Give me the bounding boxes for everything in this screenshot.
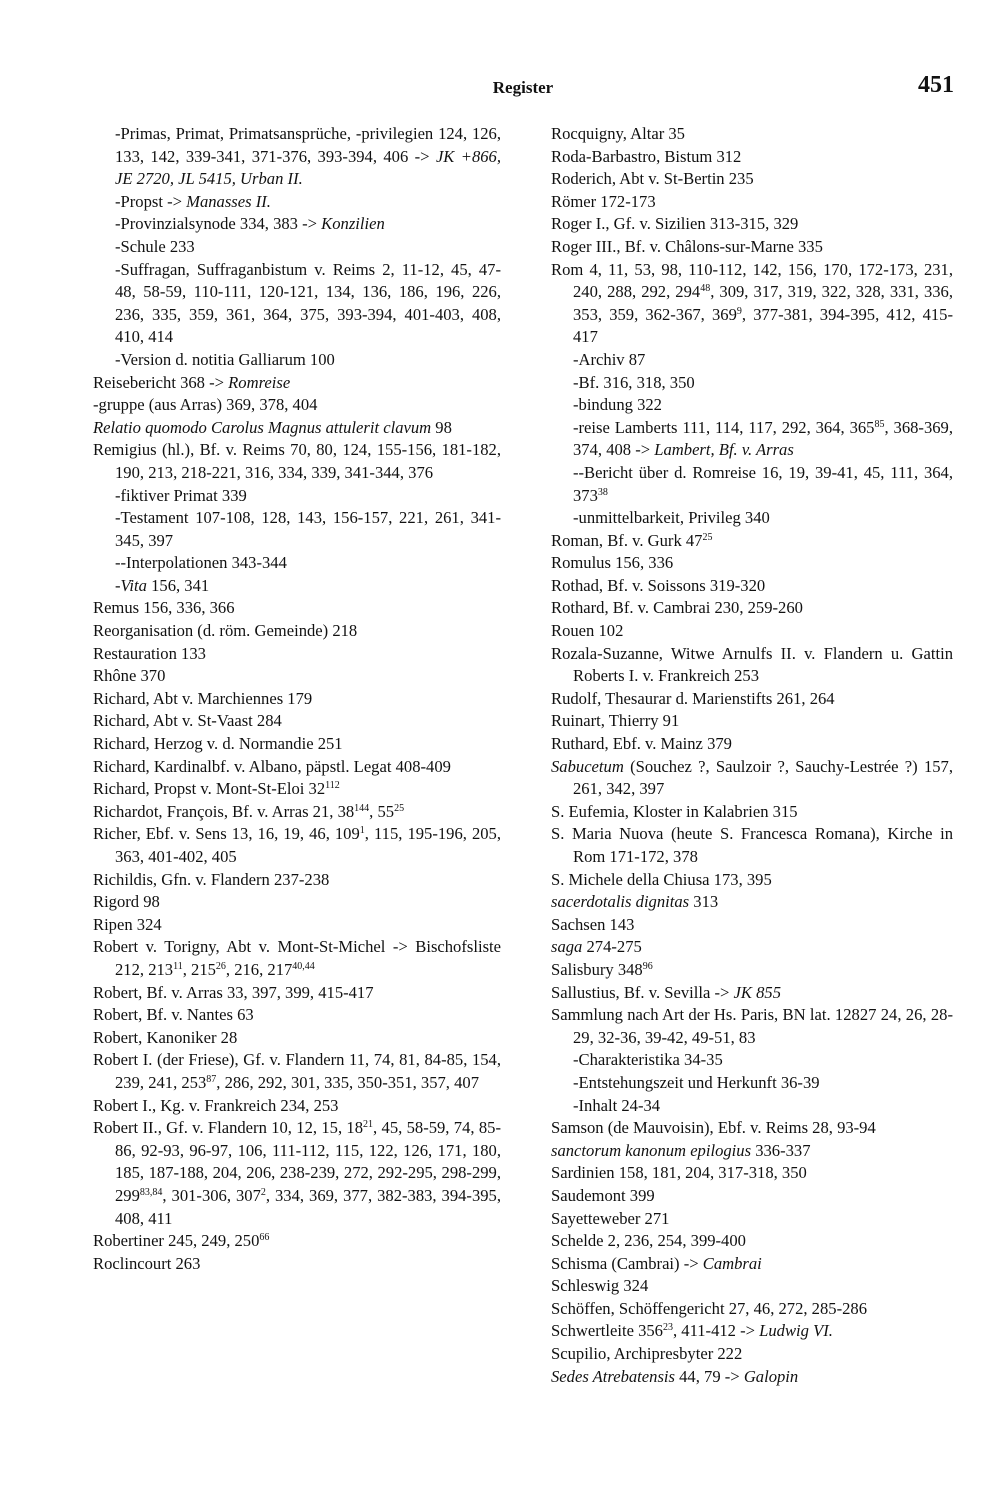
entry-text: Konzilien <box>321 214 385 234</box>
entry-text: 44, 79 -> <box>674 1366 744 1386</box>
entry-text: -Charakteristika 34-35 <box>573 1050 723 1070</box>
entry-text: Robert, Bf. v. Arras 33, 397, 399, 415-417 <box>93 982 374 1002</box>
footnote-ref: 2 <box>260 1186 266 1198</box>
index-entry <box>551 191 953 214</box>
index-entry <box>551 936 953 959</box>
index-entry <box>93 756 501 779</box>
index-entry <box>93 1095 501 1118</box>
footnote-ref: 21 <box>363 1119 374 1131</box>
footnote-ref: 87 <box>206 1073 217 1085</box>
entry-text: -Inhalt 24-34 <box>573 1095 661 1115</box>
index-subentry <box>551 372 953 395</box>
entry-text: , 301-306, 307 <box>162 1185 261 1205</box>
entry-text: , 309, 317, 319, 322, 328, 331, 336, 353, 359, 362-367, 369 <box>573 282 954 324</box>
entry-text: Rom 4, 11, 53, 98, 110-112, 142, 156, 170, 172-173, 231, 240, 288, 292, 294 <box>551 259 953 302</box>
entry-text: -Suffragan, Suffraganbistum v. Reims 2, 11-12, 45, 47-48, 58-59, 110-111, 120-121, 134, 136, 186, 196, 226, 236, 335, 359, 361, 364, 375, 393-394, 401-403, 408, 410, 414 <box>115 259 501 347</box>
index-entry <box>551 1004 953 1049</box>
entry-text: -Testament 107-108, 128, 143, 156-157, 221, 261, 341-345, 397 <box>115 508 501 550</box>
index-entry <box>551 1140 953 1163</box>
footnote-ref: 23 <box>662 1322 673 1334</box>
entry-text: Samson (de Mauvoisin), Ebf. v. Reims 28, 93-94 <box>551 1118 876 1138</box>
index-entry <box>551 1343 953 1366</box>
entry-text: , 215 <box>182 959 216 979</box>
entry-text: Reisebericht 368 -> <box>93 372 229 392</box>
index-entry <box>93 597 501 620</box>
entry-text: Richard, Propst v. Mont-St-Eloi 32 <box>93 779 326 799</box>
entry-text: Ruthard, Ebf. v. Mainz 379 <box>551 734 732 754</box>
index-entry <box>551 801 953 824</box>
entry-text: Robert I. (der Friese), Gf. v. Flandern 11, 74, 81, 84-85, 154, 239, 241, 253 <box>93 1050 501 1092</box>
entry-text: Robert II., Gf. v. Flandern 10, 12, 15, 18 <box>93 1118 364 1138</box>
index-subentry <box>551 1072 953 1095</box>
index-entry <box>93 891 501 914</box>
footnote-ref: 144 <box>354 802 370 814</box>
entry-text: Robert I., Kg. v. Frankreich 234, 253 <box>93 1095 339 1115</box>
footnote-ref: 25 <box>394 802 405 814</box>
footnote-ref: 25 <box>702 531 713 543</box>
entry-text: Rothard, Bf. v. Cambrai 230, 259-260 <box>551 598 803 618</box>
entry-text: Remigius (hl.), Bf. v. Reims 70, 80, 124, 155-156, 181-182, 190, 213, 218-221, 316, 334, 339, 341-344, 376 <box>93 440 501 482</box>
footnote-ref: 9 <box>736 305 742 317</box>
entry-text: 313 <box>689 892 719 912</box>
footnote-ref: 26 <box>215 960 226 972</box>
footnote-ref: 83,84 <box>139 1186 163 1198</box>
entry-text: Schwertleite 356 <box>551 1321 663 1341</box>
index-entry <box>93 439 501 484</box>
entry-text: Richard, Abt v. St-Vaast 284 <box>93 711 282 731</box>
index-entry <box>551 552 953 575</box>
entry-text: , 55 <box>369 801 395 821</box>
entry-text: Ruinart, Thierry 91 <box>551 711 680 731</box>
entry-text: Schöffen, Schöffengericht 27, 46, 272, 285-286 <box>551 1298 867 1318</box>
entry-text: Remus 156, 336, 366 <box>93 598 235 618</box>
entry-text: Roderich, Abt v. St-Bertin 235 <box>551 169 754 189</box>
index-entry <box>93 643 501 666</box>
entry-text: S. Maria Nuova (heute S. Francesca Romana), Kirche in Rom 171-172, 378 <box>551 824 953 866</box>
entry-text: sacerdotalis dignitas <box>551 892 690 912</box>
entry-text: -unmittelbarkeit, Privileg 340 <box>573 508 770 528</box>
entry-text: Richard, Kardinalbf. v. Albano, päpstl. Legat 408-409 <box>93 756 451 776</box>
index-subentry <box>551 507 953 530</box>
footnote-ref: 96 <box>642 960 653 972</box>
index-entry <box>551 733 953 756</box>
entry-text: -fiktiver Primat 339 <box>115 485 247 505</box>
entry-text: Roda-Barbastro, Bistum 312 <box>551 146 742 166</box>
entry-text: Galopin <box>743 1366 799 1386</box>
index-entry <box>93 1253 501 1276</box>
entry-text: , 334, 369, 377, 382-383, 394-395, 408, 411 <box>115 1185 502 1228</box>
entry-text: -Version d. notitia Galliarum 100 <box>115 349 335 369</box>
index-subentry <box>93 259 501 349</box>
index-entry <box>93 1004 501 1027</box>
entry-text: Ripen 324 <box>93 914 162 934</box>
entry-text: Schisma (Cambrai) -> <box>551 1253 703 1273</box>
index-entry <box>93 688 501 711</box>
index-entry <box>551 823 953 868</box>
footnote-ref: 38 <box>597 486 608 498</box>
index-subentry <box>93 507 501 552</box>
index-entry <box>93 914 501 937</box>
entry-text: -bindung 322 <box>573 395 662 415</box>
entry-text: Richildis, Gfn. v. Flandern 237-238 <box>93 869 330 889</box>
footnote-ref: 48 <box>700 283 711 295</box>
index-entry <box>551 891 953 914</box>
entry-text: Schleswig 324 <box>551 1276 649 1296</box>
entry-text: Sallustius, Bf. v. Sevilla -> <box>551 982 734 1002</box>
entry-text: - <box>115 575 121 595</box>
entry-text: Sedes Atrebatensis <box>551 1366 675 1386</box>
entry-text: , 377-381, 394-395, 412, 415-417 <box>573 304 954 347</box>
index-subentry <box>93 575 501 598</box>
index-column-left <box>93 123 501 1275</box>
index-subentry <box>551 349 953 372</box>
index-subentry <box>551 1049 953 1072</box>
index-entry <box>551 1162 953 1185</box>
entry-text: Richard, Herzog v. d. Normandie 251 <box>93 734 343 754</box>
entry-text: 336-337 <box>751 1140 811 1160</box>
index-entry <box>551 1117 953 1140</box>
index-entry <box>93 733 501 756</box>
entry-text: Robert v. Torigny, Abt v. Mont-St-Michel -> Bischofsliste 212, 213 <box>93 937 501 979</box>
entry-text: S. Michele della Chiusa 173, 395 <box>551 869 772 889</box>
entry-text: Lambert, Bf. v. Arras <box>654 440 794 460</box>
index-subentry <box>551 462 953 507</box>
index-entry <box>551 213 953 236</box>
entry-text: Vita <box>120 575 147 595</box>
entry-text: Rouen 102 <box>551 621 624 641</box>
entry-text: Rigord 98 <box>93 892 160 912</box>
index-entry <box>551 869 953 892</box>
entry-text: -Schule 233 <box>115 236 195 256</box>
entry-text: Roger III., Bf. v. Châlons-sur-Marne 335 <box>551 236 823 256</box>
footnote-ref: 112 <box>325 780 340 792</box>
index-entry <box>551 597 953 620</box>
entry-text: -Bf. 316, 318, 350 <box>573 372 695 392</box>
index-subentry <box>551 394 953 417</box>
footnote-ref: 40,44 <box>292 960 315 972</box>
index-entry <box>93 372 501 395</box>
entry-text: -reise Lamberts 111, 114, 117, 292, 364, 365 <box>573 417 875 437</box>
entry-text: Robert, Kanoniker 28 <box>93 1027 238 1047</box>
index-column-right <box>551 123 953 1388</box>
index-subentry <box>93 349 501 372</box>
entry-text: Robert, Bf. v. Nantes 63 <box>93 1005 254 1025</box>
entry-text: Rocquigny, Altar 35 <box>551 124 685 143</box>
index-subentry <box>93 123 501 191</box>
index-entry <box>551 1253 953 1276</box>
entry-text: Relatio quomodo Carolus Magnus attulerit clavum <box>93 417 432 437</box>
entry-text: saga <box>551 937 583 957</box>
entry-text: Sayetteweber 271 <box>551 1208 670 1228</box>
entry-text: Sabucetum <box>551 756 624 776</box>
page-header <box>92 72 954 106</box>
page-number: 451 <box>918 72 954 98</box>
entry-text: Manasses II. <box>186 191 271 211</box>
entry-text: JK +866, JE 2720, JL 5415, Urban II. <box>115 146 501 189</box>
entry-text: Restauration 133 <box>93 643 206 663</box>
entry-text: , 216, 217 <box>225 959 293 979</box>
entry-text: , 368-369, 374, 408 -> <box>573 417 953 460</box>
entry-text: Sachsen 143 <box>551 914 635 934</box>
index-entry <box>551 1275 953 1298</box>
entry-text: , 45, 58-59, 74, 85-86, 92-93, 96-97, 106, 111-112, 115, 122, 126, 171, 180, 185, 187-188, 204, 206, 238-239, 272, 292-295, 298-299, 299 <box>115 1118 501 1205</box>
index-entry <box>93 1230 501 1253</box>
entry-text: -Entstehungszeit und Herkunft 36-39 <box>573 1072 820 1092</box>
index-entry <box>551 620 953 643</box>
entry-text: Reorganisation (d. röm. Gemeinde) 218 <box>93 621 358 641</box>
index-entry <box>93 982 501 1005</box>
entry-text: JK 855 <box>733 982 781 1002</box>
entry-text: Ludwig VI. <box>759 1321 833 1341</box>
entry-text: -Archiv 87 <box>573 349 646 369</box>
index-subentry <box>93 236 501 259</box>
index-entry <box>93 778 501 801</box>
entry-text: Schelde 2, 236, 254, 399-400 <box>551 1231 746 1251</box>
entry-text: Roclincourt 263 <box>93 1253 201 1273</box>
entry-text: (Souchez ?, Saulzoir ?, Sauchy-Lestrée ?) 157, 261, 342, 397 <box>573 756 953 799</box>
entry-text: Cambrai <box>702 1253 762 1273</box>
entry-text: 98 <box>431 417 452 437</box>
index-entry <box>93 1049 501 1094</box>
index-entry <box>93 710 501 733</box>
entry-text: Romulus 156, 336 <box>551 553 674 573</box>
index-entry <box>551 982 953 1005</box>
index-entry <box>551 710 953 733</box>
entry-text: Richardot, François, Bf. v. Arras 21, 38 <box>93 801 355 821</box>
footnote-ref: 11 <box>173 960 183 972</box>
index-entry <box>551 575 953 598</box>
entry-text: -Propst -> <box>115 191 187 211</box>
footnote-ref: 85 <box>874 418 885 430</box>
index-subentry <box>93 213 501 236</box>
entry-text: Richer, Ebf. v. Sens 13, 16, 19, 46, 109 <box>93 824 360 844</box>
index-entry <box>93 1117 501 1230</box>
index-subentry <box>93 552 501 575</box>
index-entry <box>93 620 501 643</box>
entry-text: Römer 172-173 <box>551 191 656 211</box>
entry-text: Roman, Bf. v. Gurk 47 <box>551 530 703 550</box>
index-entry <box>551 914 953 937</box>
index-entry <box>551 643 953 688</box>
index-entry <box>551 123 953 146</box>
index-subentry <box>93 191 501 214</box>
index-entry <box>93 936 501 981</box>
entry-text: -Provinzialsynode 334, 383 -> <box>115 214 322 234</box>
index-entry <box>93 869 501 892</box>
index-entry <box>551 688 953 711</box>
entry-text: Richard, Abt v. Marchiennes 179 <box>93 688 313 708</box>
index-entry <box>551 146 953 169</box>
entry-text: Sammlung nach Art der Hs. Paris, BN lat. 12827 24, 26, 28-29, 32-36, 39-42, 49-51, 83 <box>551 1005 953 1047</box>
index-entry <box>551 1185 953 1208</box>
footnote-ref: 1 <box>359 825 365 837</box>
entry-text: --Interpolationen 343-344 <box>115 553 287 573</box>
footnote-ref: 66 <box>259 1232 270 1244</box>
index-entry <box>551 1208 953 1231</box>
index-entry <box>93 394 501 417</box>
entry-text: , 115, 195-196, 205, 363, 401-402, 405 <box>115 824 501 866</box>
entry-text: , 411-412 -> <box>672 1321 760 1341</box>
entry-text: Roger I., Gf. v. Sizilien 313-315, 329 <box>551 214 799 234</box>
index-entry <box>551 1298 953 1321</box>
index-subentry <box>93 485 501 508</box>
index-entry <box>551 259 953 349</box>
index-entry <box>93 801 501 824</box>
running-head: Register <box>492 78 554 97</box>
entry-text: Rozala-Suzanne, Witwe Arnulfs II. v. Flandern u. Gattin Roberts I. v. Frankreich 253 <box>551 643 953 686</box>
entry-text: S. Eufemia, Kloster in Kalabrien 315 <box>551 801 798 821</box>
entry-text: , 286, 292, 301, 335, 350-351, 357, 407 <box>216 1072 479 1092</box>
entry-text: sanctorum kanonum epilogius <box>551 1140 752 1160</box>
entry-text: 156, 341 <box>146 575 210 595</box>
index-subentry <box>551 1095 953 1118</box>
index-entry <box>551 530 953 553</box>
entry-text: Rudolf, Thesaurar d. Marienstifts 261, 264 <box>551 688 835 708</box>
entry-text: Rhône 370 <box>93 666 166 686</box>
index-entry <box>93 417 501 440</box>
entry-text: Salisbury 348 <box>551 959 643 979</box>
index-entry <box>551 959 953 982</box>
entry-text: Saudemont 399 <box>551 1185 655 1205</box>
entry-text: --Bericht über d. Romreise 16, 19, 39-41, 45, 111, 364, 373 <box>573 462 953 505</box>
index-entry <box>551 1366 953 1389</box>
entry-text: Romreise <box>228 372 291 392</box>
entry-text: 274-275 <box>582 937 642 957</box>
index-entry <box>551 756 953 801</box>
entry-text: Rothad, Bf. v. Soissons 319-320 <box>551 575 766 595</box>
index-entry <box>551 168 953 191</box>
entry-text: Sardinien 158, 181, 204, 317-318, 350 <box>551 1163 807 1183</box>
index-entry <box>93 665 501 688</box>
entry-text: Scupilio, Archipresbyter 222 <box>551 1344 743 1364</box>
index-entry <box>551 1320 953 1343</box>
index-entry <box>551 1230 953 1253</box>
index-entry <box>93 1027 501 1050</box>
index-entry <box>93 823 501 868</box>
entry-text: -Primas, Primat, Primatsansprüche, -privilegien 124, 126, 133, 142, 339-341, 371-376, 393-394, 406 -> <box>115 124 501 166</box>
entry-text: Robertiner 245, 249, 250 <box>93 1231 260 1251</box>
entry-text: -gruppe (aus Arras) 369, 378, 404 <box>93 395 318 415</box>
index-subentry <box>551 417 953 462</box>
index-entry <box>551 236 953 259</box>
